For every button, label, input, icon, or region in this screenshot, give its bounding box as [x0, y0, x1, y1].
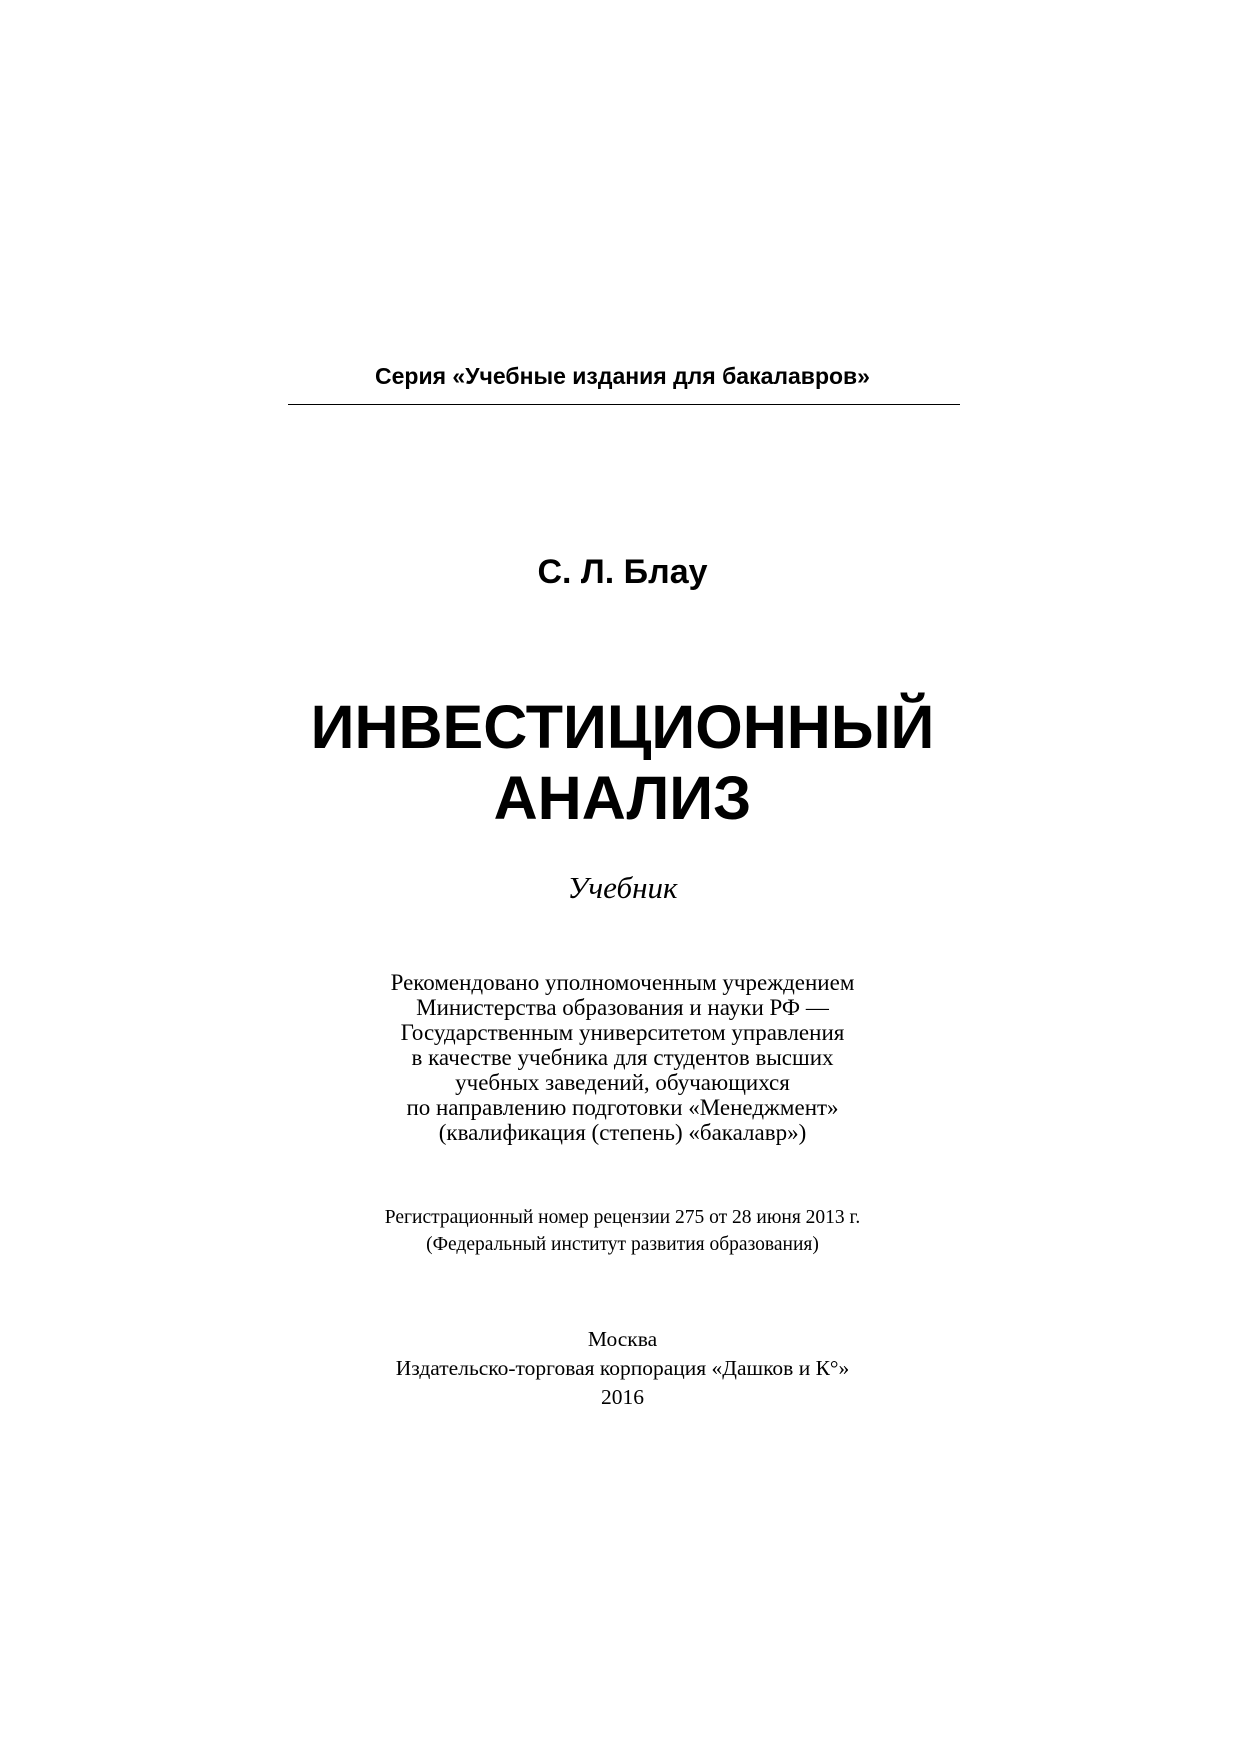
- registration-line: (Федеральный институт развития образования): [426, 1234, 819, 1255]
- imprint: [2, 1325, 1241, 1412]
- recommendation-line: Министерства образования и науки РФ —: [416, 995, 829, 1020]
- author-name: С. Л. Блау: [537, 553, 708, 591]
- recommendation-line: в качестве учебника для студентов высших: [411, 1045, 834, 1070]
- imprint-publisher: Издательско-торговая корпорация «Дашков и К°»: [395, 1356, 850, 1380]
- recommendation-line: по направлению подготовки «Менеджмент»: [406, 1095, 839, 1120]
- recommendation-line: Рекомендовано уполномоченным учреждением: [390, 970, 855, 995]
- book-title: [2, 692, 1241, 834]
- recommendation-note: [2, 970, 1241, 1145]
- series-title: Серия «Учебные издания для бакалавров»: [375, 363, 870, 389]
- registration-note: [2, 1204, 1241, 1258]
- imprint-city: Москва: [587, 1327, 658, 1351]
- registration-line: Регистрационный номер рецензии 275 от 28 июня 2013 г.: [384, 1207, 861, 1228]
- recommendation-line: (квалификация (степень) «бакалавр»): [438, 1120, 807, 1145]
- recommendation-line: Государственным университетом управления: [400, 1020, 845, 1045]
- recommendation-line: учебных заведений, обучающихся: [455, 1070, 790, 1095]
- imprint-year: 2016: [601, 1385, 644, 1409]
- header-divider: [288, 404, 960, 405]
- book-type: Учебник: [567, 870, 678, 905]
- book-title-line-2: АНАЛИЗ: [493, 764, 752, 832]
- book-title-line-1: ИНВЕСТИЦИОННЫЙ: [310, 693, 935, 761]
